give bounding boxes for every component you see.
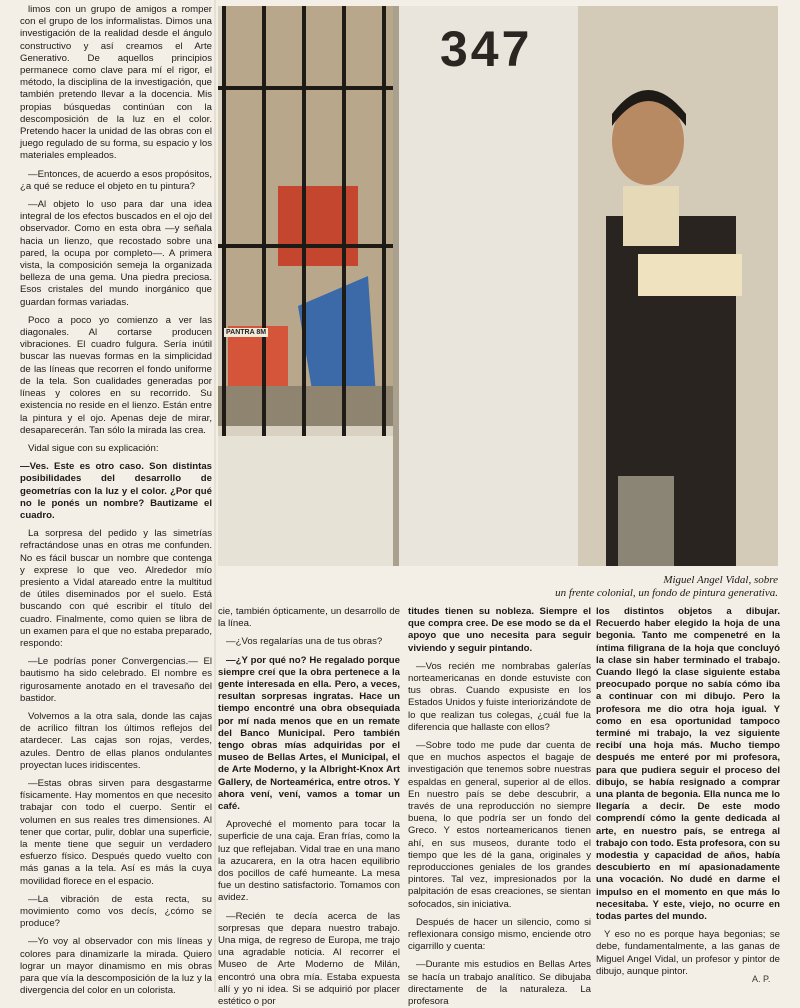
paragraph: —Al objeto lo uso para dar una idea integral de los efectos buscados en el ojo del observador. Como en esta obra —y señala hacia un lienzo, que recostado sobre una pared, la ocupa por completo—. A primera vista, la composición semeja la organizada belleza de una gema. Una piedra preciosa. Esos cristales del mundo inorgánico que guardan formas variadas. bbox=[20, 199, 212, 308]
paragraph: los distintos objetos a dibujar. Recuerdo haber elegido la hoja de una begonia. Tanto me compenetré en la íntima filigrana de la hoja que concluyó la clase sin haber terminado el trabajo. Cuando llegó la clase siguiente estaba preocupado porque no sabía cómo iba a continuar con mi dibujo. Pero la profesora me dio otra hoja igual. Y como en esa oportunidad tampoco terminé mi trabajo, la vez siguiente recibí una hoja más. Mucho tiempo después me enteré por mi profesora, para que pudiera seguir el proceso del dibujo, se había resignado a comprar una planta de begonia. Ella nunca me lo llegaría a decir. De este modo comprendí cómo la gente dedicada al arte, en nuestro país, se entrega al trabajo con todo. Esta profesora, con su modestia y capacidad de años, había descubierto en mí apasionadamente una vocación. No dudé en darme el impulso en el momento en que más lo necesitaba. Y este, viejo, no ocurre en todas partes del mundo. bbox=[596, 606, 780, 923]
paragraph: —Le podrías poner Convergencias.— El bautismo ha sido celebrado. El nombre es rigurosamente anotado en el travesaño del bastidor. bbox=[20, 656, 212, 704]
paragraph: Aproveché el momento para tocar la superficie de una caja. Eran frías, como la luz que reflejaban. Vidal trae en una mano la azucarera, en la otra hacen equilibrio dos pocillos de café humeante. La mesa fue un destino satisfactorio. Tomamos con avidez. bbox=[218, 819, 400, 904]
shop-sign: PANTRA 8M bbox=[226, 329, 267, 336]
paragraph: —Entonces, de acuerdo a esos propósitos, ¿a qué se reduce el objeto en tu pintura? bbox=[20, 168, 212, 192]
paragraph: Poco a poco yo comienzo a ver las diagonales. Al cortarse producen vibraciones. El cuadro fulgura. Sería inútil buscar las nuevas formas en la simplicidad de las líneas que recorren el fondo uniforme de la tela. Son cualidades generadas por líneas y colores en su recorrido. Su existencia no reside en el lienzo. Están entre la pintura y el ojo. Apenas deje de mirar, desaparecerán. Tan sólo la mirada las crea. bbox=[20, 314, 212, 436]
photo-illustration bbox=[218, 6, 778, 566]
paragraph: Y eso no es porque haya begonias; se debe, fundamentalmente, a las ganas de Miguel Angel Vidal, un profesor y pintor de dibujo, aunque pintor. bbox=[596, 929, 780, 977]
house-number: 347 bbox=[440, 21, 533, 77]
paragraph: —Vos recién me nombrabas galerías norteamericanas en donde estuviste con tus obras. Cuando expusiste en los Estados Unidos y fuiste interiorizándote de lo que realizan tus colegas, ¿cuál fue la diferencia que hallaste con ellos? bbox=[408, 660, 591, 733]
paragraph: Después de hacer un silencio, como si reflexionara consigo mismo, enciende otro cigarrillo y cuenta: bbox=[408, 916, 591, 953]
text-column-4 bbox=[596, 606, 780, 990]
text-column-3 bbox=[408, 606, 591, 1008]
paragraph: —¿Vos regalarías una de tus obras? bbox=[226, 636, 383, 648]
author-signature: A. P. bbox=[752, 974, 771, 984]
caption-line: Miguel Angel Vidal, sobre bbox=[663, 574, 778, 586]
paragraph: —Sobre todo me pude dar cuenta de que en muchos aspectos el bagaje de investigación que tenemos sobre nuestras espaldas en general, superior al de ellos. En nuestro país se debe descubrir, a través de una reproducción no siempre buena, lo que podría ser un fondo del Greco. Y estos norteamericanos tienen ahí, en sus museos, durante todo el tiempo que les dé la gana, originales y reproducciones geniales de los grandes pintores. Tal vez, impresionados por la palpitación de esas creaciones, se sientan sofocados, sin iniciativa. bbox=[408, 740, 591, 910]
paragraph: —Ves. Este es otro caso. Son distintas posibilidades del desarrollo de geometrías con la luz y el color. ¿Por qué no le ponés un nombre? Bautizame el cuadro. bbox=[20, 461, 212, 521]
paragraph: limos con un grupo de amigos a romper con el grupo de los informalistas. Dimos una investigación de la realidad desde el ángulo constructivo y así creamos el Arte Generativo. De aquellos principios permanece como clave para mí el rigor, el método, la disciplina de la investigación, que también pretendo llevar a la docencia. Mis propias búsquedas continúan con la descomposición de la luz en el color. Pretendo hacer la unidad de las obras con el juego regulado de su forma, su espacio y los materiales empleados. bbox=[20, 4, 212, 162]
paragraph: —Estas obras sirven para desgastarme físicamente. Hay momentos en que necesito trabajar con todo el cuerpo. Sentir el volumen en sus reales tres dimensiones. Al tener que cortar, pulir, doblar una superficie, la mente tiene que seguir un verdadero esfuerzo físico. Después quedo vuelto con más ganas a la tela. Así es más la cuya movilidad florece en el espacio. bbox=[20, 777, 212, 887]
paragraph: —Durante mis estudios en Bellas Artes se hacía un trabajo analítico. Se dibujaba directamente de la naturaleza. La profesora bbox=[408, 959, 591, 1008]
photo-colonial-facade bbox=[218, 6, 778, 566]
paragraph: La sorpresa del pedido y las simetrías refractándose unas en otras me confunden. No es fácil buscar un nombre que contenga y exprese lo que veo. Alrededor mío presiento a Vidal atareado entre la multitud de útiles diseminados por el suelo. Está buscando con qué escribir el título del cuadro. Finalmente, como quien se libra de un examen para el que no estaba preparado, respondo: bbox=[20, 528, 213, 649]
column-gutter bbox=[214, 0, 216, 992]
white-pillar bbox=[398, 6, 578, 566]
paragraph: cie, también ópticamente, un desarrollo de la línea. bbox=[218, 606, 400, 630]
photo-caption bbox=[520, 574, 778, 600]
plaster-base bbox=[218, 436, 418, 566]
paragraph: Volvemos a la otra sala, donde las cajas de acrílico filtran los últimos reflejos del atardecer. Las cajas son rojas, verdes, azules. Dentro de ellas planos ondulantes proyectan luces iridiscentes. bbox=[20, 710, 212, 771]
text-column-2 bbox=[218, 606, 400, 1008]
paragraph: —La vibración de esta recta, su movimiento como vos decís, ¿cómo se produce? bbox=[20, 893, 212, 930]
paragraph: Vidal sigue con su explicación: bbox=[28, 442, 159, 454]
paragraph: —Yo voy al observador con mis líneas y colores para dinamizarle la mirada. Quiero lograr un mayor dinamismo en mis obras para que vía la descomposición de la luz y la divergencia del color en un colorista. bbox=[20, 936, 212, 997]
caption-line: un frente colonial, un fondo de pintura generativa. bbox=[555, 587, 778, 599]
pillar-edge bbox=[393, 6, 399, 566]
paragraph: titudes tienen su nobleza. Siempre el que compra cree. De ese modo se da el apoyo que uno necesita para seguir viviendo y seguir pintando. bbox=[408, 606, 591, 654]
text-column-1 bbox=[20, 4, 213, 997]
paragraph: —Recién te decía acerca de las sorpresas que depara nuestro trabajo. Una miga, de regreso de Europa, me trajo una agradable noticia. Al recorrer el Museo de Arte Moderno de Milán, encontró una obra mía. Estaba expuesta allí y yo ni idea. Si se adquirió por placer estético o por bbox=[218, 910, 400, 1008]
paragraph: —¿Y por qué no? He regalado porque siempre creí que la obra pertenece a la gente interesada en ella. Pero, a veces, resultan sorpresas ingratas. Hace un tiempo encontré una obra obsequiada por mí nada menos que en un remate del Banco Municipal. Pero también tengo obras mías adquiridas por el museo de Bellas Artes, el Municipal, el de Arte Moderno, y la Albright-Knox Art Gallery, de Norteamérica, entre otros. Y ahora vení, vení, vamos a tomar un café. bbox=[218, 654, 400, 813]
